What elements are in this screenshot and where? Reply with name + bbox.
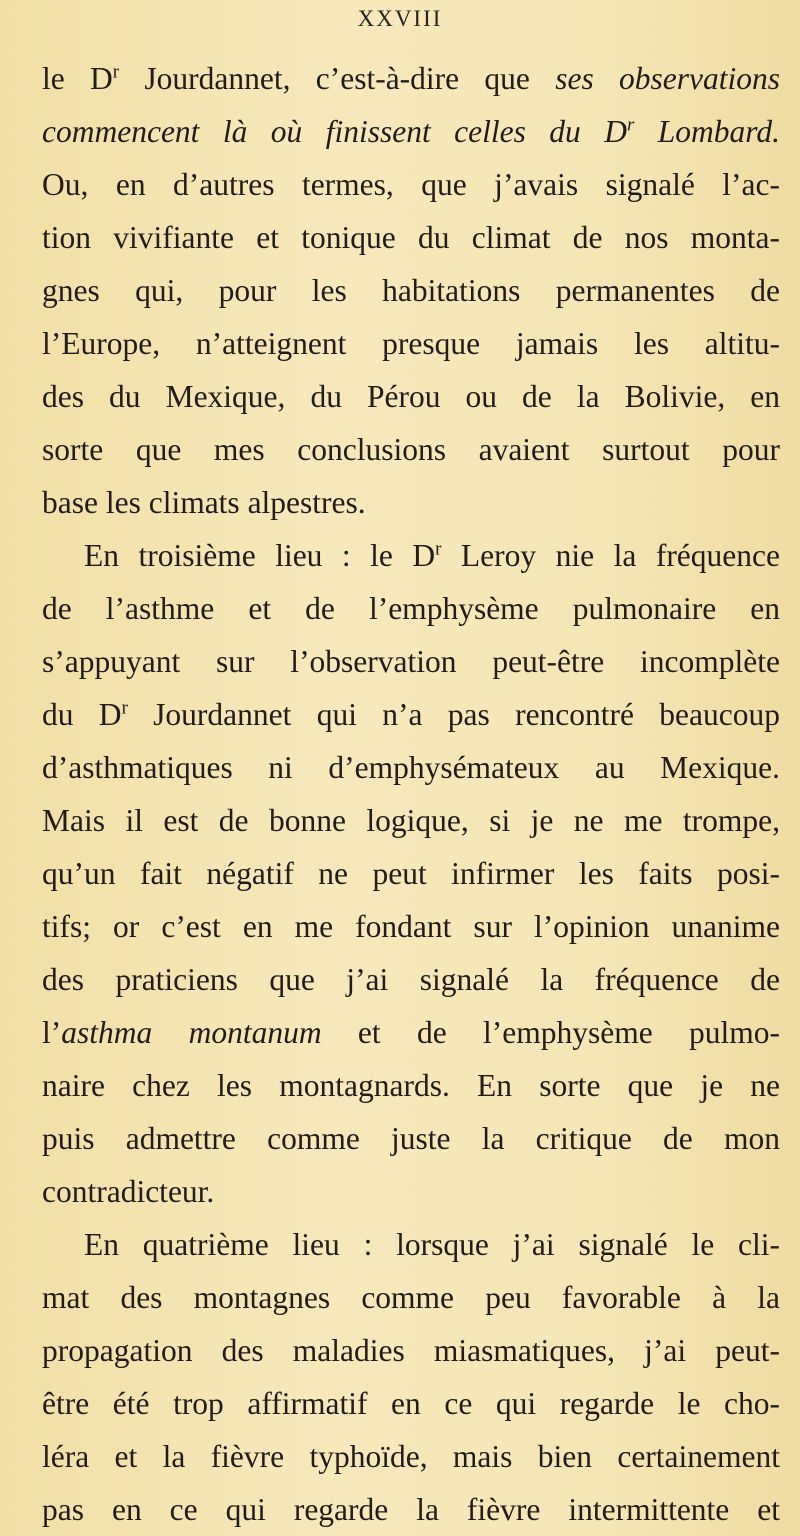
text-run: Leroy nie la fréquence (441, 538, 780, 573)
text-run: d’asthmatiques ni d’emphysémateux au Mexique. (42, 750, 780, 785)
text-line (42, 1112, 780, 1165)
text-run: En troisième lieu : le D (84, 538, 436, 573)
text-run: Mais il est de bonne logique, si je ne me trompe, (42, 803, 780, 838)
text-line (42, 1430, 780, 1483)
text-line (42, 1483, 780, 1536)
text-line (42, 688, 780, 741)
superscript: r (121, 697, 128, 719)
text-run: des praticiens que j’ai signalé la fréquence de (42, 962, 780, 997)
text-run: de l’asthme et de l’emphysème pulmonaire en (42, 591, 780, 626)
body-text (42, 52, 780, 1536)
text-line (42, 105, 780, 158)
superscript: r (435, 538, 442, 560)
text-line (42, 1165, 780, 1218)
text-run: l’Europe, n’atteignent presque jamais les altitu- (42, 326, 780, 361)
text-line (42, 317, 780, 370)
text-line (42, 1377, 780, 1430)
text-line (42, 1271, 780, 1324)
superscript: r (626, 114, 635, 136)
text-run: puis admettre comme juste la critique de mon (42, 1121, 780, 1156)
text-run: tion vivifiante et tonique du climat de nos monta- (42, 220, 780, 255)
text-run: base les climats alpestres. (42, 485, 366, 520)
text-run: sorte que mes conclusions avaient surtout pour (42, 432, 780, 467)
text-run: pas en ce qui regarde la fièvre intermittente et (42, 1492, 780, 1527)
text-line (42, 900, 780, 953)
text-line (42, 1059, 780, 1112)
text-line (42, 423, 780, 476)
italic-text: asthma montanum (61, 1015, 322, 1050)
text-run: mat des montagnes comme peu favorable à la (42, 1280, 780, 1315)
text-line (42, 1218, 780, 1271)
text-run: Jourdannet, c’est-à-dire que (119, 61, 556, 96)
text-line (42, 794, 780, 847)
text-run: Jourdannet qui n’a pas rencontré beaucoup (127, 697, 781, 732)
superscript: r (112, 61, 120, 83)
text-line (42, 1006, 780, 1059)
text-line (42, 847, 780, 900)
text-line (42, 741, 780, 794)
italic-text: commencent là où finissent celles du D (42, 114, 627, 149)
text-run: le D (42, 61, 113, 96)
text-line (42, 264, 780, 317)
text-line (42, 582, 780, 635)
text-run: léra et la fièvre typhoïde, mais bien certainement (42, 1439, 780, 1474)
text-run: qu’un fait négatif ne peut infirmer les faits posi- (42, 856, 780, 891)
text-run: être été trop affirmatif en ce qui regarde le cho- (42, 1386, 780, 1421)
text-line (42, 370, 780, 423)
text-run: naire chez les montagnards. En sorte que je ne (42, 1068, 780, 1103)
text-line (42, 1324, 780, 1377)
text-run: Ou, en d’autres termes, que j’avais signalé l’ac- (42, 167, 780, 202)
text-run: contradicteur. (42, 1174, 215, 1209)
text-run: du D (42, 697, 122, 732)
text-line (42, 529, 780, 582)
page-number-header: XXVIII (357, 6, 443, 31)
text-run: s’appuyant sur l’observation peut-être incomplète (42, 644, 780, 679)
text-line (42, 52, 780, 105)
text-run: tifs; or c’est en me fondant sur l’opinion unanime (42, 909, 780, 944)
text-run: l’ (42, 1015, 62, 1050)
text-run: gnes qui, pour les habitations permanentes de (42, 273, 780, 308)
text-run: des du Mexique, du Pérou ou de la Bolivie, en (42, 379, 780, 414)
text-run: et de l’emphysème pulmo- (321, 1015, 780, 1050)
text-line (42, 953, 780, 1006)
text-run: En quatrième lieu : lorsque j’ai signalé le cli- (84, 1227, 780, 1262)
text-line (42, 476, 780, 529)
italic-text: Lombard. (634, 114, 780, 149)
text-line (42, 211, 780, 264)
italic-text: ses observations (555, 61, 781, 96)
text-line (42, 635, 780, 688)
text-run: propagation des maladies miasmatiques, j’ai peut- (42, 1333, 780, 1368)
text-line (42, 158, 780, 211)
